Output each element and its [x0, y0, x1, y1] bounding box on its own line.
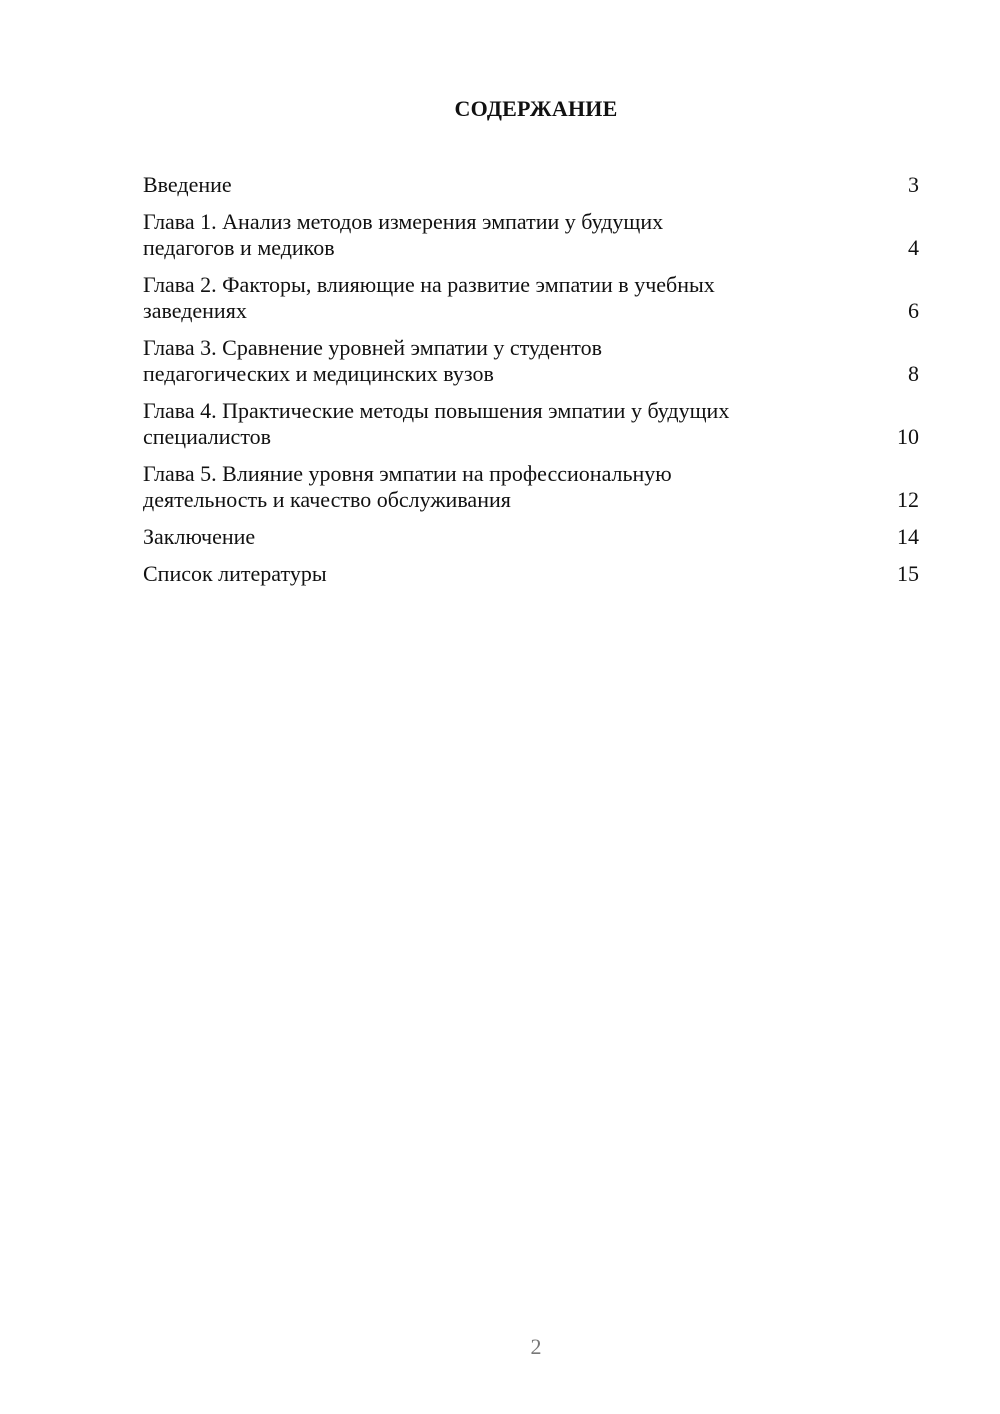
toc-entry-chapter-5[interactable] — [143, 461, 919, 513]
toc-entry-page-number: 14 — [897, 524, 919, 549]
table-of-contents — [143, 172, 919, 598]
toc-entry-label: Глава 2. Факторы, влияющие на развитие эмпатии в учебных заведениях — [143, 272, 715, 323]
toc-entry-conclusion[interactable] — [143, 524, 919, 550]
toc-entry-label: Глава 4. Практические методы повышения эмпатии у будущих специалистов — [143, 398, 730, 449]
toc-entry-label: Глава 5. Влияние уровня эмпатии на профессиональную деятельность и качество обслуживания — [143, 461, 672, 512]
toc-entry-page-number: 6 — [908, 298, 919, 323]
toc-entry-page-number: 4 — [908, 235, 919, 260]
toc-entry-chapter-3[interactable] — [143, 335, 919, 387]
toc-entry-label: Глава 1. Анализ методов измерения эмпатии у будущих педагогов и медиков — [143, 209, 664, 260]
toc-entry-page-number: 12 — [897, 487, 919, 512]
toc-entry-label: Глава 3. Сравнение уровней эмпатии у студентов педагогических и медицинских вузов — [143, 335, 602, 386]
toc-entry-chapter-4[interactable] — [143, 398, 919, 450]
toc-entry-page-number: 15 — [897, 561, 919, 586]
toc-entry-label: Список литературы — [143, 561, 327, 586]
toc-entry-label: Введение — [143, 172, 232, 197]
toc-entry-page-number: 3 — [908, 172, 919, 197]
toc-entry-page-number: 10 — [897, 424, 919, 449]
toc-entry-page-number: 8 — [908, 361, 919, 386]
page-number: 2 — [530, 1334, 542, 1359]
toc-entry-references[interactable] — [143, 561, 919, 587]
toc-title: СОДЕРЖАНИЕ — [454, 96, 618, 121]
toc-entry-chapter-2[interactable] — [143, 272, 919, 324]
toc-entry-introduction[interactable] — [143, 172, 919, 198]
toc-entry-chapter-1[interactable] — [143, 209, 919, 261]
toc-entry-label: Заключение — [143, 524, 256, 549]
